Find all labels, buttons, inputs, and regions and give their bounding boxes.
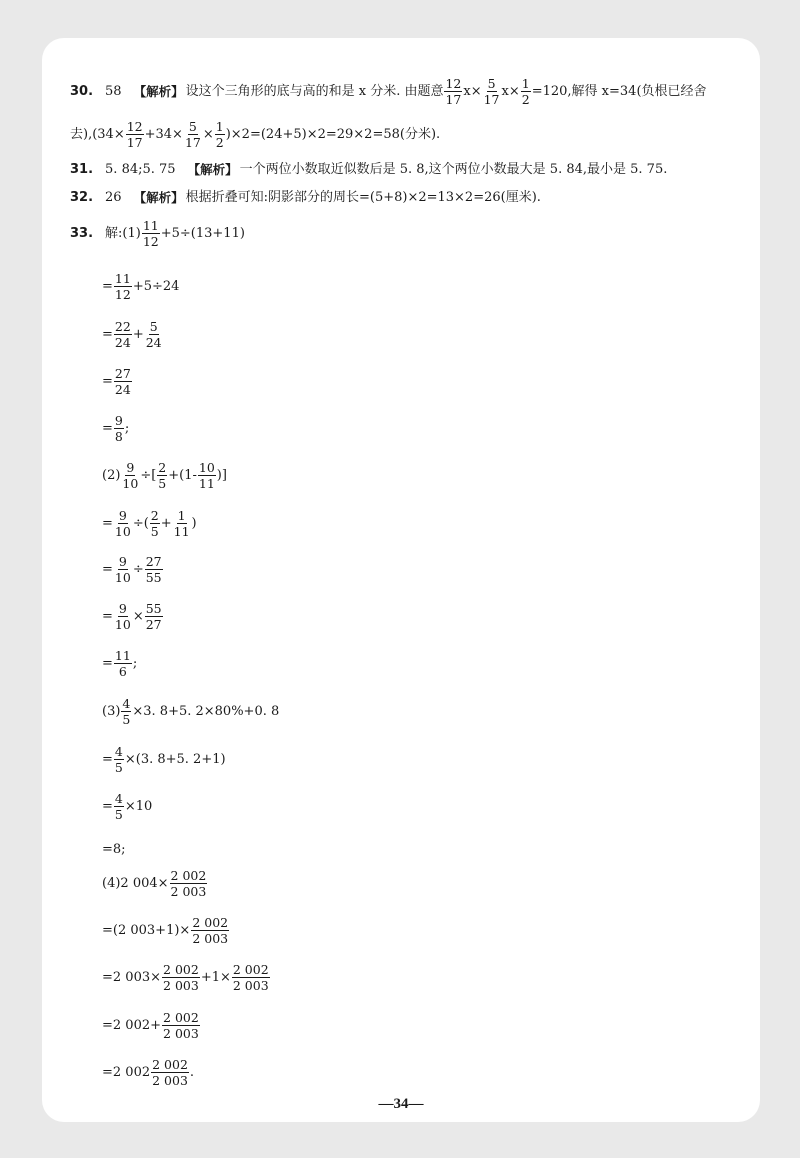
fraction: $\frac{1}{2}$	[521, 76, 530, 107]
text: )×2=(24+5)×2=29×2=58(分米).	[225, 126, 441, 142]
analysis-tag: 【解析】	[133, 83, 184, 99]
q33-p4-step2: =2 003× $\frac{2 002}{2 003}$ +1× $\frac{2 002}{2 003}$	[102, 962, 269, 993]
fraction: $\frac{9}{10}$	[122, 460, 139, 491]
text: =120,解得 x=34(负根已经舍	[531, 83, 707, 99]
answer: 26	[105, 190, 122, 205]
q30-line1	[70, 76, 707, 107]
q33-p4-step1: =(2 003+1)× $\frac{2 002}{2 003}$	[102, 915, 229, 946]
answer-page	[42, 38, 760, 1122]
question-number: 33.	[70, 225, 94, 241]
fraction: $\frac{1}{2}$	[215, 119, 224, 150]
q33-p3-step2: = $\frac{4}{5}$ ×10	[102, 791, 153, 822]
page-number: —34—	[378, 1096, 424, 1112]
q33-p2-step2: = $\frac{9}{10}$ ÷ $\frac{27}{55}$	[102, 554, 162, 585]
q33-p1-problem	[70, 218, 245, 249]
q33-p1-step3: = $\frac{27}{24}$	[102, 366, 131, 397]
answer: 58	[105, 83, 122, 99]
fraction: $\frac{55}{27}$	[145, 601, 162, 632]
fraction: $\frac{27}{55}$	[145, 554, 162, 585]
question-number: 31.	[70, 162, 94, 177]
fraction: $\frac{11}{12}$	[142, 218, 159, 249]
fraction: $\frac{1}{11}$	[173, 508, 190, 539]
fraction: $\frac{2 002}{2 003}$	[192, 915, 229, 946]
text: +5÷(13+11)	[160, 225, 245, 241]
text: 解:(1)	[105, 225, 141, 241]
fraction: $\frac{2 002}{2 003}$	[170, 868, 207, 899]
text: 设这个三角形的底与高的和是 x 分米. 由题意	[185, 83, 444, 99]
q33-p4-step4: =2 002 $\frac{2 002}{2 003}$ .	[102, 1057, 195, 1088]
fraction: $\frac{4}{5}$	[114, 791, 123, 822]
text: 去),(34×	[70, 126, 125, 142]
q30-line2	[70, 119, 440, 150]
fraction: $\frac{11}{6}$	[114, 648, 131, 679]
q33-p3-step3: =8;	[102, 842, 126, 857]
q32-line	[70, 190, 541, 206]
q31-line	[70, 162, 667, 178]
q33-p3-step1: = $\frac{4}{5}$ ×(3. 8+5. 2+1)	[102, 744, 226, 775]
fraction: $\frac{9}{10}$	[114, 554, 131, 585]
fraction: $\frac{4}{5}$	[114, 744, 123, 775]
fraction: $\frac{9}{10}$	[114, 508, 131, 539]
fraction: $\frac{2 002}{2 003}$	[163, 1010, 199, 1041]
fraction: $\frac{11}{12}$	[114, 271, 131, 302]
fraction: $\frac{9}{10}$	[114, 601, 131, 632]
fraction: $\frac{2 002}{2 003}$	[163, 962, 199, 993]
fraction: $\frac{4}{5}$	[122, 696, 131, 727]
q33-p4-step3: =2 002+ $\frac{2 002}{2 003}$	[102, 1010, 199, 1041]
fraction: $\frac{2}{5}$	[150, 508, 159, 539]
text: 根据折叠可知:阴影部分的周长=(5+8)×2=13×2=26(厘米).	[185, 190, 541, 205]
analysis-tag: 【解析】	[133, 190, 184, 205]
fraction: $\frac{2 002}{2 003}$	[152, 1057, 188, 1088]
text: ×	[202, 126, 214, 142]
text: x×	[463, 83, 482, 99]
text: x×	[501, 83, 520, 99]
fraction: $\frac{27}{24}$	[114, 366, 131, 397]
answer: 5. 84;5. 75	[105, 162, 176, 177]
fraction: $\frac{10}{11}$	[198, 460, 215, 491]
question-number: 30.	[70, 83, 94, 99]
fraction: $\frac{22}{24}$	[114, 319, 131, 350]
q33-p2-step1: = $\frac{9}{10}$ ÷( $\frac{2}{5}$ + $\frac{1}{11}$ )	[102, 508, 197, 539]
fraction: $\frac{12}{17}$	[445, 76, 462, 107]
q33-p1-step1: = $\frac{11}{12}$ +5÷24	[102, 271, 180, 302]
fraction: $\frac{2}{5}$	[158, 460, 167, 491]
q33-p2-problem: (2) $\frac{9}{10}$ ÷[ $\frac{2}{5}$ +(1- $\frac{10}{11}$ )]	[102, 460, 227, 491]
q33-p2-step4: = $\frac{11}{6}$ ;	[102, 648, 138, 679]
analysis-tag: 【解析】	[187, 162, 238, 177]
fraction: $\frac{5}{24}$	[145, 319, 162, 350]
q33-p2-step3: = $\frac{9}{10}$ × $\frac{55}{27}$	[102, 601, 162, 632]
fraction: $\frac{9}{8}$	[114, 413, 123, 444]
fraction: $\frac{12}{17}$	[126, 119, 143, 150]
q33-p3-problem: (3) $\frac{4}{5}$ ×3. 8+5. 2×80%+0. 8	[102, 696, 280, 727]
q33-p1-step4: = $\frac{9}{8}$ ;	[102, 413, 130, 444]
fraction: $\frac{2 002}{2 003}$	[232, 962, 269, 993]
q33-p4-problem: (4)2 004× $\frac{2 002}{2 003}$	[102, 868, 207, 899]
text: 一个两位小数取近似数后是 5. 8,这个两位小数最大是 5. 84,最小是 5. 75.	[239, 162, 668, 177]
q33-p1-step2: = $\frac{22}{24}$ + $\frac{5}{24}$	[102, 319, 162, 350]
question-number: 32.	[70, 190, 94, 205]
text: +34×	[144, 126, 183, 142]
fraction: $\frac{5}{17}$	[483, 76, 500, 107]
fraction: $\frac{5}{17}$	[184, 119, 201, 150]
